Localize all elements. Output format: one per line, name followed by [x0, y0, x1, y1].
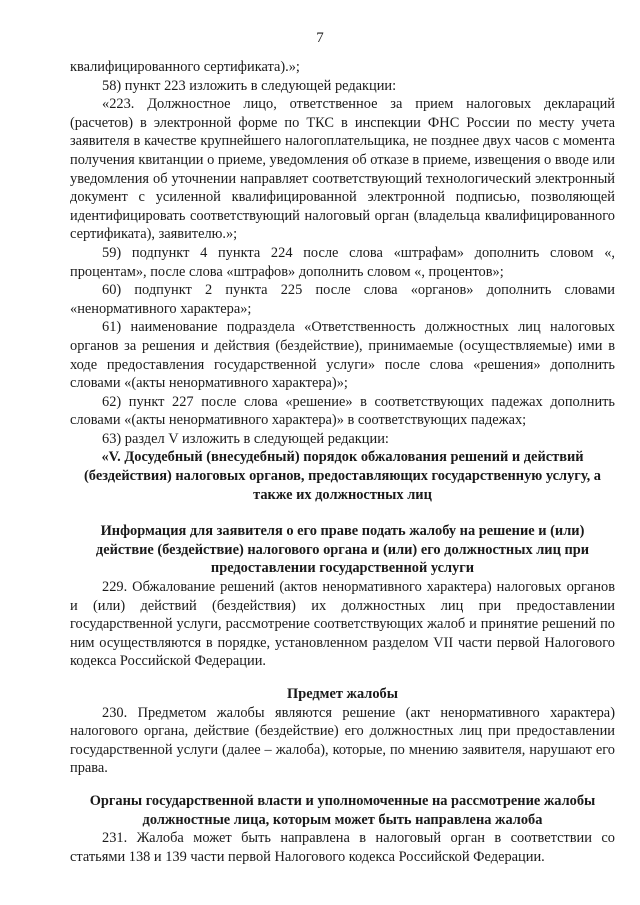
spacer: [70, 504, 615, 522]
spacer: [70, 778, 615, 792]
paragraph-item-60: 60) подпункт 2 пункта 225 после слова «органов» дополнить словами «ненормативного характера»;: [70, 282, 615, 317]
paragraph-item-58: 58) пункт 223 изложить в следующей редакции:: [102, 77, 397, 94]
paragraph-point-229: 229. Обжалование решений (актов ненормативного характера) налоговых органов и (или) действий (бездействия) их должностных лиц при предоставлении государственной услуги, рассмотрение соответствующих жалоб и принятие решений по ним осуществляются в порядке, установленном разделом VII части первой Налогового кодекса Российской Федерации.: [70, 579, 615, 670]
section-heading-v: «V. Досудебный (внесудебный) порядок обжалования решений и действий (бездействия) налоговых органов, предоставляющих государственную услугу, а также их должностных лиц: [84, 449, 601, 503]
paragraph-point-223: «223. Должностное лицо, ответственное за прием налоговых деклараций (расчетов) в электронной форме по ТКС в инспекции ФНС России по месту учета заявителя в качестве крупнейшего налогоплательщика, не позднее двух часов с момента получения квитанции о приеме, уведомления об отказе в приеме, извещения о вводе или уведомления об уточнении направляет соответствующий технологический электронный документ с усиленной квалифицированной электронной подписью, позволяющей идентифицировать соответствующий налоговый орган (владельца квалифицированного сертификата), заявителю.»;: [70, 96, 616, 243]
subsection-heading-info: Информация для заявителя о его праве подать жалобу на решение и (или) действие (бездействие) налогового органа и (или) его должностных лиц при предоставлении государственной услуги: [95, 523, 590, 577]
spacer: [70, 671, 615, 685]
paragraph-item-61: 61) наименование подраздела «Ответственность должностных лиц налоговых органов за решения и действия (бездействие), принимаемые (осуществляемые) ими в ходе предоставления государственной услуги» после слова «решения» дополнить словами «(акты ненормативного характера)»;: [70, 319, 615, 392]
page-number: 7: [316, 30, 324, 46]
paragraph-point-231: 231. Жалоба может быть направлена в налоговый орган в соответствии со статьями 138 и 139 части первой Налогового кодекса Российской Федерации.: [70, 830, 615, 865]
paragraph-point-230: 230. Предметом жалобы являются решение (акт ненормативного характера) налогового органа, действие (бездействие) его должностных лиц при предоставлении государственной услуги (далее – жалоба), которые, по мнению заявителя, нарушают его права.: [70, 704, 615, 777]
subsection-heading-subject: Предмет жалобы: [287, 686, 398, 702]
paragraph-item-59: 59) подпункт 4 пункта 224 после слова «штрафам» дополнить словом «, процентам», после слова «штрафов» дополнить словом «, процентов»;: [70, 244, 615, 280]
paragraph-item-62: 62) пункт 227 после слова «решение» в соответствующих падежах дополнить словами «(акты ненормативного характера)» в соответствующих падежах;: [70, 393, 615, 429]
subsection-heading-authorities: Органы государственной власти и уполномоченные на рассмотрение жалобы должностные лица, которым может быть направлена жалоба: [89, 792, 596, 828]
paragraph-continuation: квалифицированного сертификата).»;: [70, 59, 300, 75]
paragraph-item-63: 63) раздел V изложить в следующей редакции:: [102, 430, 389, 447]
document-body: [70, 58, 615, 866]
